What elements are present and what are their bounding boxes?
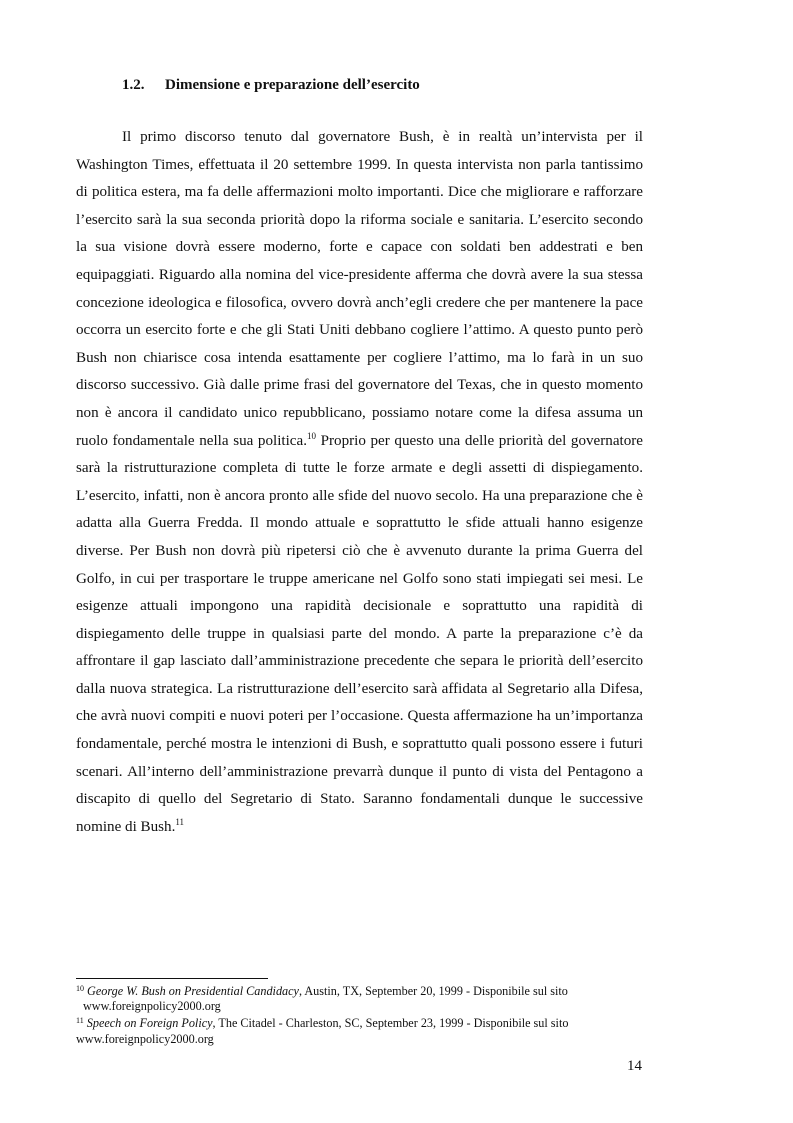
footnote-divider (76, 978, 268, 979)
section-title: Dimensione e preparazione dell’esercito (165, 77, 420, 93)
footnote-url[interactable]: www.foreignpolicy2000.org (76, 1031, 214, 1046)
section-number: 1.2. (122, 77, 145, 93)
footnote-11 (76, 1016, 643, 1046)
footnote-ref-11[interactable]: 11 (175, 816, 185, 827)
footnote-url[interactable]: www.foreignpolicy2000.org (83, 999, 221, 1014)
footnote-number: 11 (76, 1016, 84, 1026)
paragraph-text-part1: Il primo discorso tenuto dal governatore Bush, è in realtà un’intervista per il Washington Times, effettuata il 20 settembre 1999. In questa intervista non parla tantissimo di politica estera, ma fa delle affermazioni molto importanti. Dice che migliorare e rafforzare l’esercito sarà la sua seconda priorità dopo la riforma sociale e sanitaria. L’esercito secondo la sua visione dovrà essere moderno, forte e capace con soldati ben addestrati e ben equipaggiati. Riguardo alla nomina del vice-presidente afferma che dovrà avere la sua stessa concezione ideologica e filosofica, ovvero dovrà anch’egli credere che per mantenere la pace occorra un esercito forte e che gli Stati Uniti debbano cogliere l’attimo. A questo punto però Bush non chiarisce cosa intenda esattamente per cogliere l’attimo, ma lo farà in un suo discorso successivo. Già dalle prime frasi del governatore del Texas, che in questo momento non è ancora il candidato unico repubblicano, possiamo notare come la difesa assuma un ruolo fondamentale nella sua politica. (76, 129, 643, 449)
paragraph-text-part2: Proprio per questo una delle priorità del governatore sarà la ristrutturazione completa di tutte le forze armate e degli assetti di dispiegamento. L’esercito, infatti, non è ancora pronto alle sfide del nuovo secolo. Ha una preparazione che è adatta alla Guerra Fredda. Il mondo attuale e soprattutto le sfide attuali hanno esigenze diverse. Per Bush non dovrà più ripetersi ciò che è avvenuto durante la prima Guerra del Golfo, in cui per trasportare le truppe americane nel Golfo sono stati impiegati sei mesi. Le esigenze attuali impongono una rapidità decisionale e soprattutto una rapidità di dispiegamento delle truppe in qualsiasi parte del mondo. A parte la preparazione c’è da affrontare il gap lasciato dall’amministrazione precedente che separa le priorità dell’esercito dalla nuova strategica. La ristrutturazione dell’esercito sarà affidata al Segretario alla Difesa, che avrà nuovi compiti e nuovi poteri per l’occasione. Questa affermazione ha un’importanza fondamentale, perché mostra le intenzioni di Bush, e soprattutto quali possono essere i futuri scenari. All’interno dell’amministrazione prevarrà dunque il punto di vista del Pentagono a discapito di quello del Segretario di Stato. Saranno fondamentali dunque le successive nomine di Bush. (76, 432, 643, 835)
paragraph (76, 124, 643, 841)
footnote-10 (76, 984, 643, 1014)
section-heading (122, 77, 420, 94)
footnote-ref-10[interactable]: 10 (306, 430, 316, 441)
footnote-number: 10 (76, 984, 84, 993)
footnote-title: Speech on Foreign Policy (86, 1016, 213, 1031)
page-number: 14 (627, 1058, 642, 1074)
footnotes (76, 984, 643, 1049)
footnote-text: , The Citadel - Charleston, SC, September 23, 1999 - Disponibile sul sito (212, 1016, 569, 1031)
footnote-text: , Austin, TX, September 20, 1999 - Disponibile sul sito (298, 984, 568, 998)
body-text (76, 124, 643, 841)
footnote-title: George W. Bush on Presidential Candidacy (87, 984, 299, 998)
